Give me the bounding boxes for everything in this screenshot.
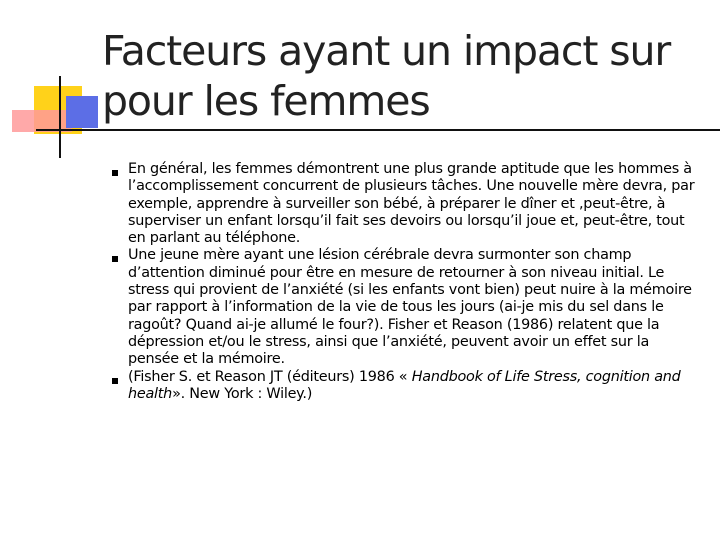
- citation-book-title: Handbook of Life Stress, cognition and health: [128, 368, 681, 402]
- bullet-item: [112, 247, 702, 368]
- bullet-text: Une jeune mère ayant une lésion cérébrale devra surmonter son champ d’attention diminué pour être en mesure de retourner à son niveau initial. Le stress qui provient de l’anxiété (si les enfants vont bien) peut nuire à la mémoire par rapport à l’information de la vie de tous les jours (ai-je mis du sel dans le ragoût? Quand ai-je allumé le four?). Fisher et Reason (1986) relatent que la dépression et/ou le stress, ainsi que l’anxiété, peuvent avoir un effet sur la pensée et la mémoire.: [128, 247, 692, 368]
- citation-prefix: (Fisher S. et Reason JT (éditeurs) 1986 «: [128, 368, 412, 385]
- square-bullet-icon: [112, 170, 118, 176]
- vertical-line-decoration: [59, 76, 61, 158]
- bullet-text: En général, les femmes démontrent une plus grande aptitude que les hommes à l’accomplissement concurrent de plusieurs tâches. Une nouvelle mère devra, par exemple, apprendre à surveiller son bébé, à préparer le dîner et ,peut-être, à superviser un enfant lorsqu’il fait ses devoirs ou lorsqu’il joue et, peut-être, tout en parlant au téléphone.: [128, 161, 695, 247]
- citation-text: [128, 369, 702, 404]
- title-underline: [36, 129, 720, 131]
- slide-title: Facteurs ayant un impact sur pour les femmes: [102, 27, 671, 125]
- citation-suffix: ». New York : Wiley.): [172, 385, 313, 402]
- bullet-item-citation: [112, 369, 702, 404]
- square-bullet-icon: [112, 256, 118, 262]
- bullet-list: [112, 161, 702, 403]
- bullet-item: [112, 161, 702, 247]
- blue-square-decoration: [66, 96, 98, 128]
- square-bullet-icon: [112, 378, 118, 384]
